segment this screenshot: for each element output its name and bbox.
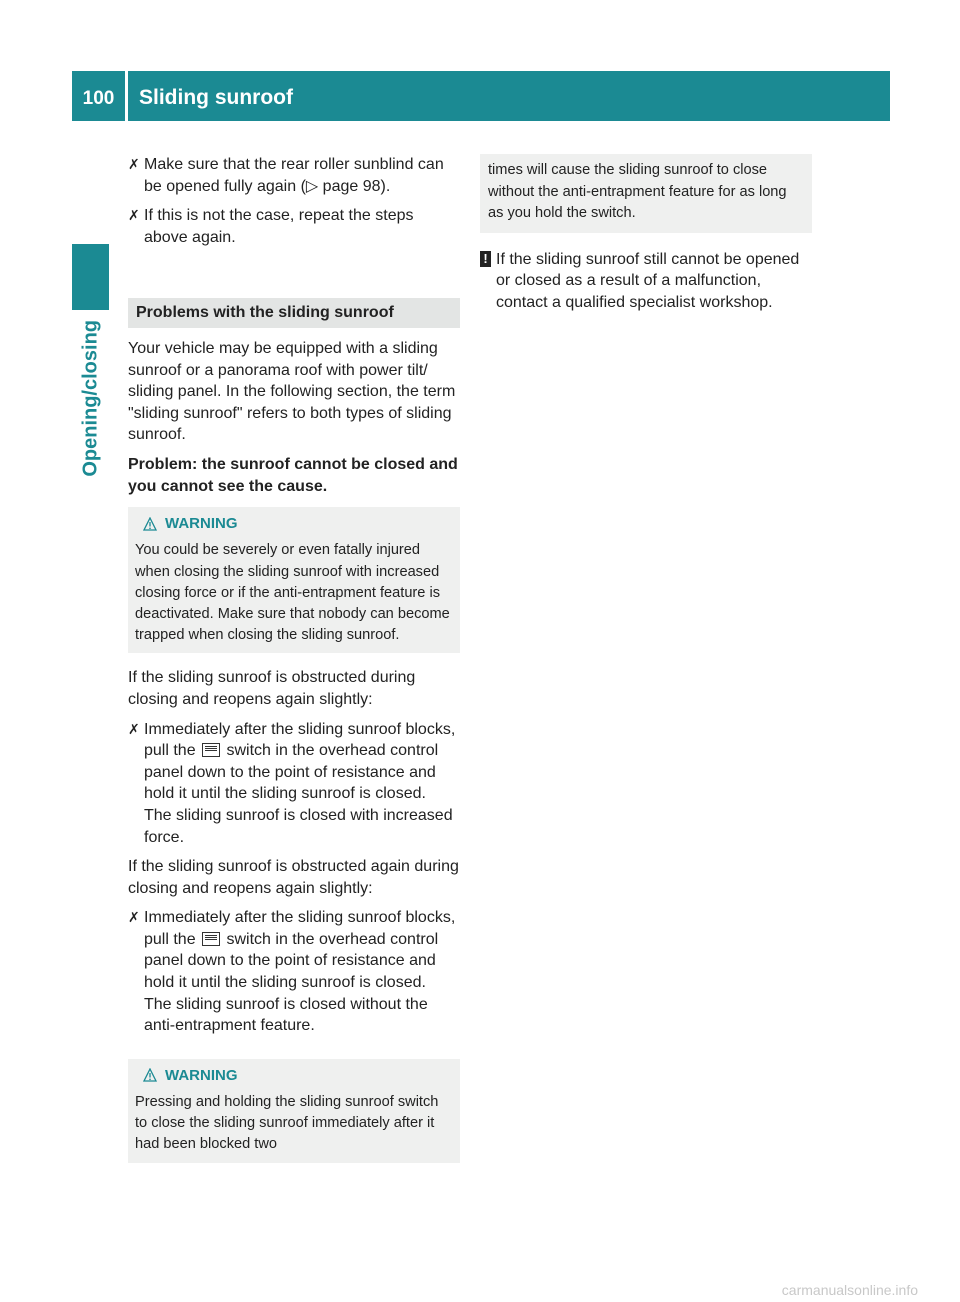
section-heading: Problems with the sliding sunroof <box>128 298 460 328</box>
warning-box <box>128 507 460 653</box>
step-item <box>128 907 460 1037</box>
step-item <box>128 719 460 849</box>
header-divider <box>125 71 128 121</box>
result-text: The sliding sunroof is closed without the anti-entrapment feature. <box>144 995 428 1035</box>
warning-text: Pressing and holding the sliding sunroof switch to close the sliding sunroof immediately after it had been blocked two <box>135 1094 439 1153</box>
right-column <box>480 154 812 313</box>
footer-watermark: carmanualsonline.info <box>781 1282 918 1298</box>
step-item <box>128 154 460 197</box>
warning-label: WARNING <box>165 1066 238 1084</box>
warning-text: You could be severely or even fatally injured when closing the sliding sunroof with increased closing force or if the anti-entrapment feature is deactivated. Make sure that nobody can become trapped when closing the sliding sunroof. <box>135 542 450 644</box>
left-column <box>128 154 460 1177</box>
problem-text: Problem: the sunroof cannot be closed and you cannot see the cause. <box>128 455 458 495</box>
intro-text: Your vehicle may be equipped with a sliding sunroof or a panorama roof with power tilt/ sliding panel. In the following section, the term "sliding sunroof" refers to both types of sliding sunroof. <box>128 339 456 444</box>
page-ref-icon: ▷ <box>305 177 319 195</box>
warning-box <box>128 1059 460 1163</box>
result-text: The sliding sunroof is closed with increased force. <box>144 806 453 846</box>
chapter-label-container <box>72 320 109 520</box>
warning-title <box>135 513 453 534</box>
page-number: 100 <box>82 88 115 109</box>
step-text: switch in the overhead control panel down to the point of resistance and hold it until the sliding sunroof is closed. <box>144 742 439 803</box>
step-text: Make sure that the rear roller sunblind can be opened fully again ( <box>144 156 444 195</box>
step-text: Immediately after the sliding sunroof blocks, pull the <box>144 909 456 948</box>
page-title: Sliding sunroof <box>139 86 293 109</box>
step-item <box>128 205 460 248</box>
step-arrow-icon: ✗ <box>128 909 140 926</box>
note-text: If the sliding sunroof still cannot be opened or closed as a result of a malfunction, contact a qualified specialist workshop. <box>496 250 800 311</box>
step-arrow-icon: ✗ <box>128 720 140 737</box>
step-text: If this is not the case, repeat the steps above again. <box>144 207 414 246</box>
step-arrow-icon: ✗ <box>128 156 140 172</box>
exclamation-icon: ! <box>480 251 491 267</box>
warning-label: WARNING <box>165 515 238 533</box>
condition-text: If the sliding sunroof is obstructed during closing and reopens again slightly: <box>128 669 416 708</box>
chapter-tab <box>72 244 109 310</box>
step-text: switch in the overhead control panel down to the point of resistance and hold it until the sliding sunroof is closed. <box>144 930 439 992</box>
step-text: Immediately after the sliding sunroof blocks, pull the <box>144 720 456 760</box>
warning-box-continued: times will cause the sliding sunroof to close without the anti-entrapment feature for as long as you hold the switch. <box>480 154 812 233</box>
note-item <box>480 249 812 314</box>
chapter-label: Opening/closing <box>79 320 101 477</box>
sunroof-switch-icon <box>202 932 220 946</box>
warning-title <box>135 1065 453 1086</box>
step-arrow-icon: ✗ <box>128 207 140 224</box>
warning-triangle-icon <box>143 1068 157 1082</box>
warning-triangle-icon <box>143 517 157 531</box>
condition-text: If the sliding sunroof is obstructed again during closing and reopens again slightly: <box>128 858 459 897</box>
sunroof-switch-icon <box>202 743 220 757</box>
step-text[interactable]: page 98). <box>318 177 391 195</box>
